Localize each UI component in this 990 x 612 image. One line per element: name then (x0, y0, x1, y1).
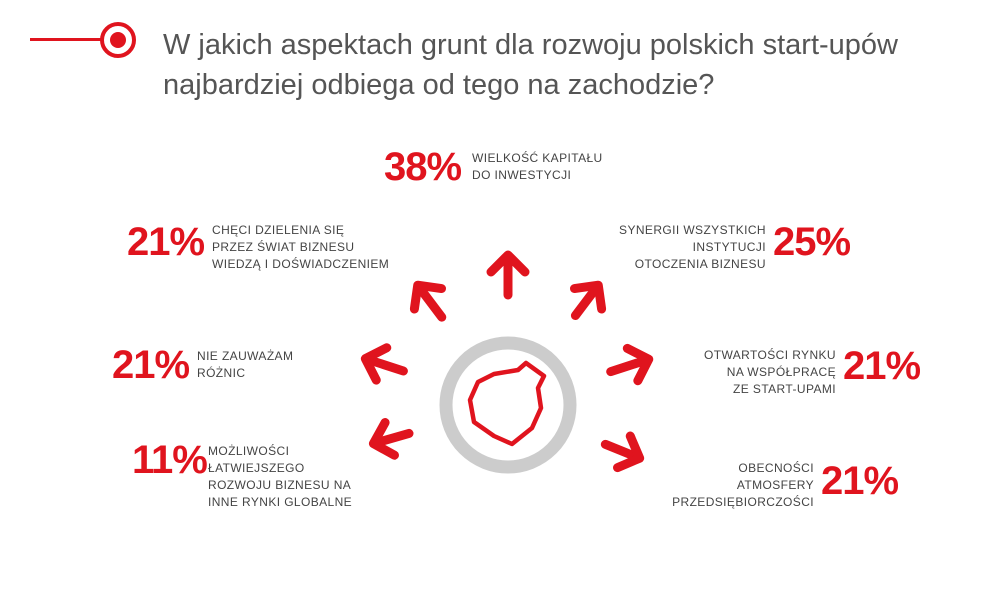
percent-wiedza: 21% (127, 220, 205, 264)
center-ring (446, 343, 570, 467)
label-brak-roznic (197, 348, 293, 382)
percent-rozwoj-globalny: 11% (132, 438, 207, 482)
label-line: CHĘCI DZIELENIA SIĘ (212, 223, 345, 237)
label-line: PRZEZ ŚWIAT BIZNESU (212, 240, 355, 254)
percent-synergia: 25% (773, 220, 851, 264)
label-line: OTWARTOŚCI RYNKU (704, 348, 836, 362)
label-line: ŁATWIEJSZEGO (208, 461, 305, 475)
label-otwartosc (640, 347, 836, 398)
label-line: OTOCZENIA BIZNESU (634, 257, 766, 271)
label-line: RÓŻNIC (197, 366, 246, 380)
label-line: ROZWOJU BIZNESU NA (208, 478, 352, 492)
label-line: WIEDZĄ I DOŚWIADCZENIEM (212, 257, 390, 271)
arrow-icon (491, 255, 525, 295)
arrow-icon (373, 423, 409, 456)
label-line: ZE START-UPAMI (733, 382, 836, 396)
title-line-2: najbardziej odbiega od tego na zachodzie? (163, 69, 715, 101)
label-kapital (472, 150, 603, 184)
arrow-icon (574, 285, 601, 315)
label-line: PRZEDSIĘBIORCZOŚCI (672, 495, 814, 509)
label-line: INNE RYNKI GLOBALNE (208, 495, 353, 509)
label-line: NA WSPÓŁPRACĘ (726, 365, 836, 379)
label-line: MOŻLIWOŚCI (208, 444, 290, 458)
arrow-icon (365, 348, 403, 380)
label-atmosfera (620, 460, 814, 511)
percent-kapital: 38% (384, 145, 462, 189)
label-line: WIELKOŚĆ KAPITAŁU (472, 151, 603, 165)
label-line: INSTYTUCJI (692, 240, 766, 254)
label-line: DO INWESTYCJI (472, 168, 572, 182)
percent-brak-roznic: 21% (112, 343, 190, 387)
label-synergia (590, 222, 766, 273)
percent-atmosfera: 21% (821, 459, 899, 503)
arrow-icon (414, 285, 441, 317)
label-wiedza (212, 222, 389, 273)
label-line: NIE ZAUWAŻAM (197, 349, 294, 363)
label-rozwoj-globalny (208, 443, 352, 511)
label-line: ATMOSFERY (736, 478, 814, 492)
label-line: SYNERGII WSZYSTKICH (619, 223, 766, 237)
title-line-1: W jakich aspektach grunt dla rozwoju polskich start-upów (163, 29, 898, 61)
percent-otwartosc: 21% (843, 344, 921, 388)
poland-map-icon (470, 363, 544, 444)
label-line: OBECNOŚCI (738, 461, 814, 475)
